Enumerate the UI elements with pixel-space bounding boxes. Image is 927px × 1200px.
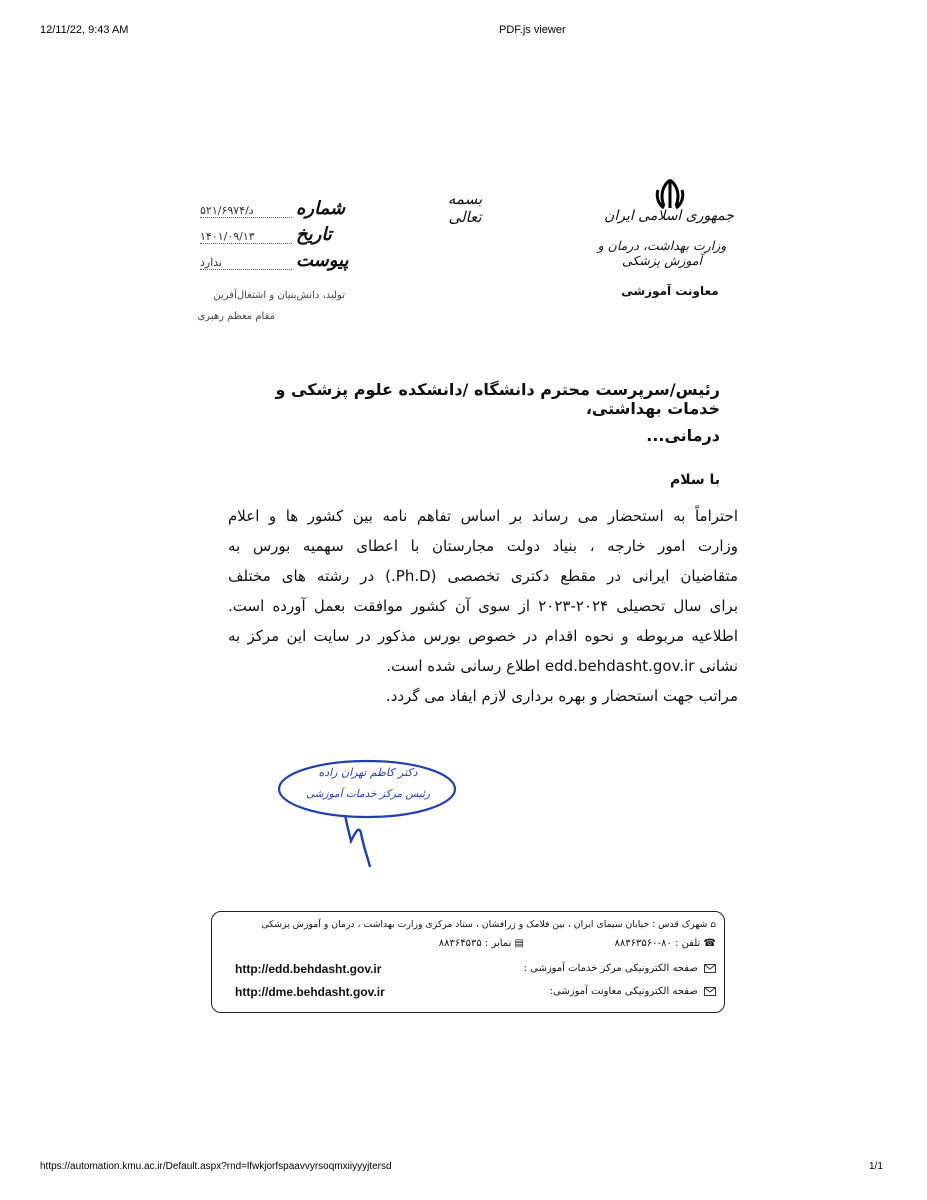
letter-attachment-row <box>200 250 349 271</box>
page-count: 1/1 <box>869 1161 883 1172</box>
envelope-icon <box>704 964 716 973</box>
letter-body <box>228 501 738 711</box>
body-line: برای سال تحصیلی ۲۰۲۴-۲۰۲۳ از سوی آن کشور موافقت بعمل آورده است. <box>228 597 738 615</box>
body-line: وزارت امور خارجه ، بنیاد دولت مجارستان با اعطای سهمیه بورس به <box>228 537 738 555</box>
republic-text: جمهوری اسلامی ایران <box>604 208 734 224</box>
signer-name: دکتر کاظم تهران زاده <box>318 766 418 779</box>
number-label: شماره <box>296 198 346 219</box>
envelope-icon <box>704 987 716 996</box>
attachment-label: پیوست <box>296 250 349 271</box>
attachment-value: ندارد <box>200 256 292 270</box>
website1-label: صفحه الکترونیکی مرکز خدمات آموزشی : <box>523 963 698 974</box>
address-text: شهرک قدس : خیابان سیمای ایران ، بین فلامک و زرافشان ، ستاد مرکزی وزارت بهداشت ، درمان و آموزش پزشکی <box>261 919 708 930</box>
greeting: با سلام <box>669 472 720 488</box>
website1-row <box>524 963 716 974</box>
basmala: بسمه تعالی <box>447 190 483 226</box>
fax-text: نمابر : ۸۸۳۶۴۵۳۵ <box>438 938 512 949</box>
phone-icon: ☎ <box>703 938 716 949</box>
recipient-line-1: رئیس/سرپرست محترم دانشگاه /دانشکده علوم پزشکی و خدمات بهداشتی، <box>275 380 720 418</box>
signature-stamp <box>275 755 460 880</box>
signer-position: رئیس مرکز خدمات آموزشی <box>305 788 431 800</box>
body-line: احتراماً به استحضار می رساند بر اساس تفاهم نامه بین کشور ها و اعلام <box>228 507 738 525</box>
fax-icon: ▤ <box>514 938 524 949</box>
website2-link[interactable]: http://dme.behdasht.gov.ir <box>235 985 385 999</box>
letter-date-row <box>200 224 332 245</box>
address <box>261 919 716 930</box>
website1-link[interactable]: http://edd.behdasht.gov.ir <box>235 962 382 976</box>
phone <box>615 938 716 949</box>
body-line: اطلاعیه مربوطه و نحوه اقدام در خصوص بورس مذکور در سایت این مرکز به <box>228 627 738 645</box>
recipient-line-2: درمانی... <box>646 426 720 445</box>
date-value: ۱۴۰۱/۰۹/۱۳ <box>200 230 292 244</box>
body-line: نشانی edd.behdasht.gov.ir اطلاع رسانی شده است. <box>386 657 738 675</box>
date-label: تاریخ <box>296 224 332 245</box>
letter-number-row <box>200 198 345 219</box>
viewer-title: PDF.js viewer <box>499 24 566 36</box>
body-line: متقاضیان ایرانی در مقطع دکتری تخصصی (Ph.D.) در رشته های مختلف <box>228 567 738 585</box>
location-icon: ⌂ <box>710 920 716 930</box>
slogan: تولید، دانش‌بنیان و اشتغال‌آفرین <box>213 290 345 301</box>
iran-emblem-icon <box>652 178 688 210</box>
website2-row <box>550 986 716 997</box>
number-value: د/۵۲۱/۶۹۷۴ <box>200 204 292 218</box>
body-line: مراتب جهت استحضار و بهره برداری لازم ایفاد می گردد. <box>385 687 738 705</box>
fax <box>439 938 524 949</box>
website2-label: صفحه الکترونیکی معاونت آموزشی: <box>549 986 698 997</box>
source-url[interactable]: https://automation.kmu.ac.ir/Default.aspx?rnd=lfwkjorfspaavvyrsoqmxiiyyyjtersd <box>40 1161 392 1172</box>
print-datetime: 12/11/22, 9:43 AM <box>40 24 129 36</box>
department-name: معاونت آموزشی <box>621 284 719 298</box>
phone-text: تلفن : ۸۰-۸۸۳۶۳۵۶۰ <box>614 938 701 949</box>
slogan-source: مقام معظم رهبری <box>197 311 275 322</box>
ministry-name: وزارت بهداشت، درمان و آموزش پزشکی <box>597 238 727 268</box>
contact-footer <box>211 911 725 1013</box>
